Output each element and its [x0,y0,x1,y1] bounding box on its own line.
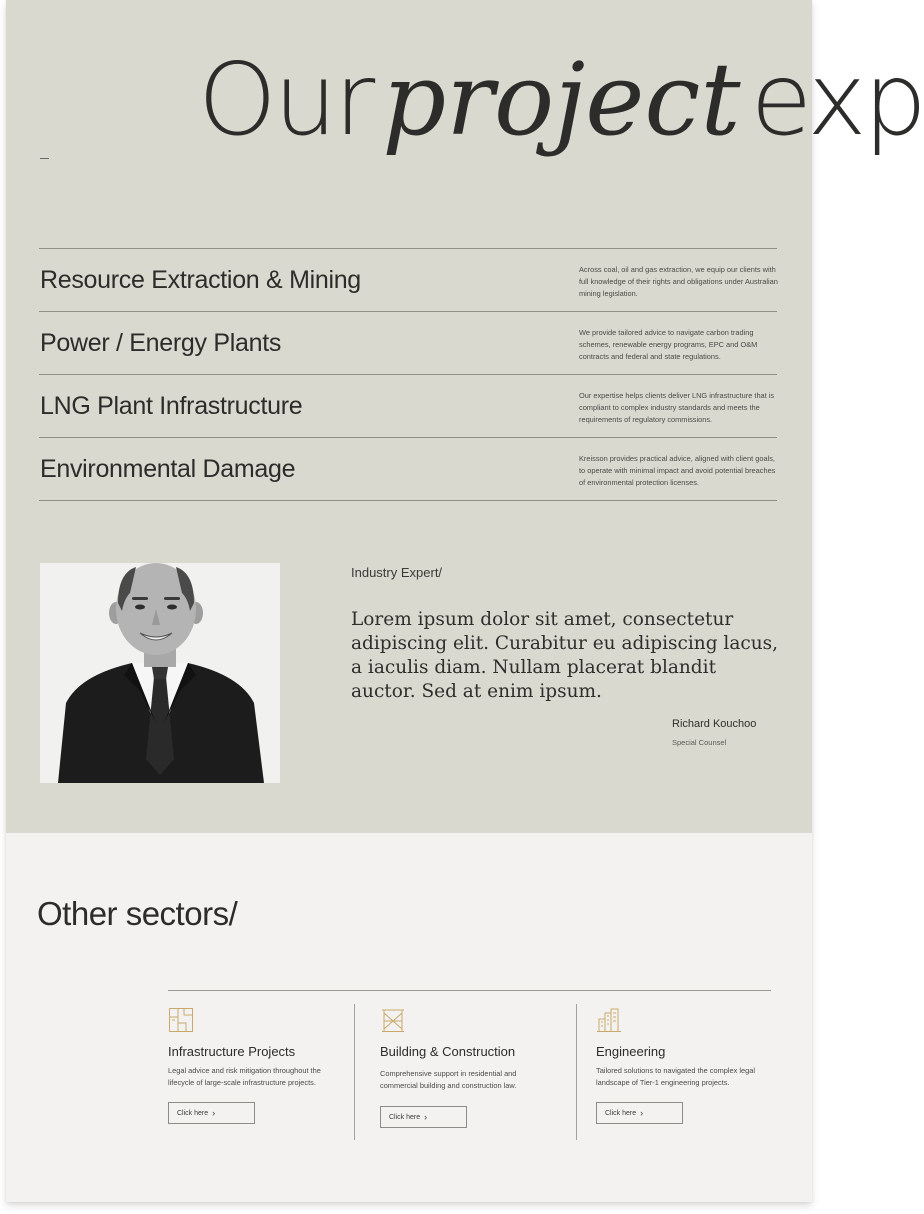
button-label: Click here [389,1113,421,1121]
service-title: Resource Extraction & Mining [40,266,361,294]
sector-click-button-infrastructure[interactable] [168,1102,255,1124]
service-description: Across coal, oil and gas extraction, we equip our clients with full knowledge of their rights and obligations under Australian mining legislation. [579,265,778,298]
hero-divider-dash [40,158,49,159]
service-description: Our expertise helps clients deliver LNG infrastructure that is compliant to complex industry standards and meets the requirements of regulatory commissions. [579,391,775,424]
page [6,0,924,1202]
expert-name: Richard Kouchoo [672,718,757,730]
sector-description: Legal advice and risk mitigation throughout the lifecycle of large-scale infrastructure projects. [168,1066,321,1087]
expert-portrait [40,563,280,783]
service-title: Environmental Damage [40,455,296,483]
hero-section [6,0,924,833]
service-row-mining[interactable] [39,248,777,311]
service-row-lng[interactable] [39,374,777,437]
expert-role: Special Counsel [672,738,727,747]
hero-title [198,40,924,160]
service-title: LNG Plant Infrastructure [40,392,303,420]
chevron-right-icon: › [424,1111,428,1122]
sector-divider [354,1004,355,1140]
hero-title-part2: project [382,41,741,158]
sector-description: Comprehensive support in residential and commercial building and construction law. [380,1069,517,1090]
other-sectors-rule [168,990,771,991]
service-description: Kreisson provides practical advice, aligned with client goals, to operate with minimal impact and avoid potential breaches of environmental protection licenses. [579,454,776,487]
expert-eyebrow: Industry Expert/ [351,565,443,580]
floor-plan-icon [168,1007,194,1033]
sector-click-button-engineering[interactable] [596,1102,683,1124]
chevron-right-icon: › [640,1107,644,1118]
other-sectors-title: Other sectors/ [37,895,238,932]
button-label: Click here [177,1109,209,1117]
sector-divider [576,1004,577,1140]
sector-description: Tailored solutions to navigated the complex legal landscape of Tier-1 engineering projects. [596,1066,755,1087]
button-label: Click here [605,1109,637,1117]
services-list [39,248,777,501]
sector-click-button-building[interactable] [380,1106,467,1128]
chevron-right-icon: › [212,1107,216,1118]
scaffold-icon [380,1007,406,1033]
service-title: Power / Energy Plants [40,329,282,357]
buildings-icon [596,1007,622,1033]
sector-title: Building & Construction [380,1044,516,1059]
hero-title-part3: exp [750,41,924,158]
sector-title: Infrastructure Projects [168,1044,296,1059]
expert-quote: Lorem ipsum dolor sit amet, consectetur adipiscing elit. Curabitur eu adipiscing lacus, a iaculis diam. Nullam placerat blandit auctor. Sed at enim ipsum. [351,609,779,702]
sector-title: Engineering [596,1044,666,1059]
service-row-environmental[interactable] [39,437,777,501]
service-row-energy[interactable] [39,311,777,374]
portrait-illustration [40,563,280,783]
hero-title-part1: Our [198,41,373,158]
other-sectors-section [6,833,812,1202]
service-description: We provide tailored advice to navigate carbon trading schemes, renewable energy programs, EPC and O&M contracts and federal and state regulations. [579,328,758,361]
